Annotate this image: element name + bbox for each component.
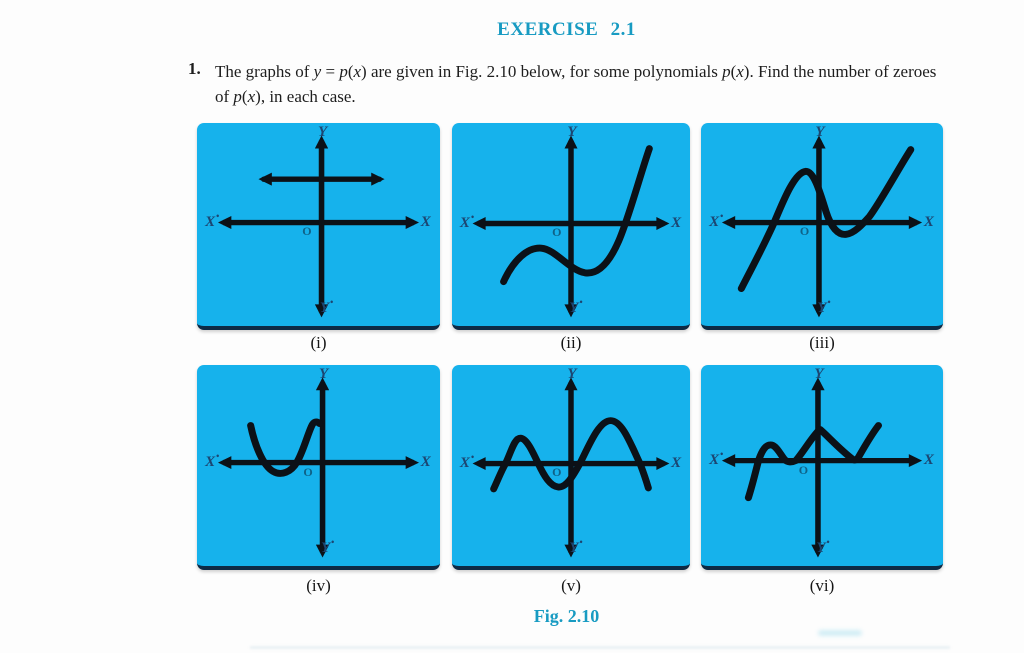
caption-vi: (vi): [809, 576, 835, 595]
caption-ii: (ii): [560, 333, 582, 352]
graph-panel-i: [197, 123, 440, 330]
graph-panel-ii: [452, 123, 690, 330]
axis-label-y-top: Y: [317, 123, 328, 140]
axis-label-y-top: Y: [567, 123, 577, 140]
axis-label-x-left: X•: [709, 210, 724, 230]
caption-v: (v): [561, 576, 581, 595]
axes-and-curve: [197, 123, 440, 326]
caption-iii: (iii): [809, 333, 835, 352]
origin-label: O: [798, 462, 809, 477]
graph-panel-vi: [701, 365, 943, 570]
question-text: The graphs of y = p(x) are given in Fig. 2.10 below, for some polynomials p(x). Find the number of zeroes of p(x), in each case.: [215, 62, 937, 106]
axis-label-x-right: X: [923, 213, 934, 230]
axes-and-curve: [452, 365, 690, 566]
axis-label-x-right: X: [671, 214, 682, 231]
question-1: [188, 59, 945, 109]
axis-label-y-bottom: Y•: [816, 537, 830, 557]
axis-label-y-bottom: Y•: [319, 297, 334, 317]
axis-label-x-right: X: [420, 213, 431, 230]
origin-label: O: [302, 224, 312, 239]
axis-label-x-left: X•: [459, 211, 475, 231]
axis-label-x-left: X•: [459, 451, 475, 471]
question-number: 1.: [188, 59, 201, 78]
axis-label-x-right: X: [420, 453, 431, 470]
axis-label-y-bottom: Y•: [569, 537, 583, 557]
caption-i: (i): [310, 333, 327, 352]
axis-label-x-right: X: [671, 454, 682, 471]
axis-label-y-top: Y: [815, 123, 825, 140]
axes-and-curve: [701, 365, 943, 566]
origin-label: O: [799, 224, 810, 239]
axis-label-y-top: Y: [814, 365, 824, 382]
axes-and-curve: [452, 123, 690, 326]
origin-label: O: [552, 465, 562, 480]
polynomial-curve: [741, 150, 910, 289]
graph-panel-v: [452, 365, 690, 570]
axes-and-curve: [701, 123, 943, 326]
scan-artifact-line: [250, 646, 950, 649]
axis-label-x-right: X: [923, 451, 934, 468]
axis-label-y-bottom: Y•: [817, 297, 831, 317]
axis-label-x-left: X•: [205, 210, 220, 230]
polynomial-curve: [504, 149, 650, 282]
graph-panel-iv: [197, 365, 440, 570]
caption-iv: (iv): [306, 576, 331, 595]
scan-artifact-spot: [818, 630, 862, 636]
axis-label-x-left: X•: [205, 450, 220, 470]
axis-label-x-left: X•: [709, 448, 724, 468]
graph-panel-iii: [701, 123, 943, 330]
axis-label-y-bottom: Y•: [569, 297, 583, 317]
axis-label-y-bottom: Y•: [320, 537, 335, 557]
origin-label: O: [552, 225, 562, 240]
axis-label-y-top: Y: [567, 365, 577, 382]
axes-and-curve: [197, 365, 440, 566]
axis-label-y-top: Y: [318, 365, 329, 382]
origin-label: O: [303, 464, 313, 479]
exercise-title: EXERCISE 2.1: [497, 19, 636, 40]
figure-caption: Fig. 2.10: [533, 606, 600, 626]
